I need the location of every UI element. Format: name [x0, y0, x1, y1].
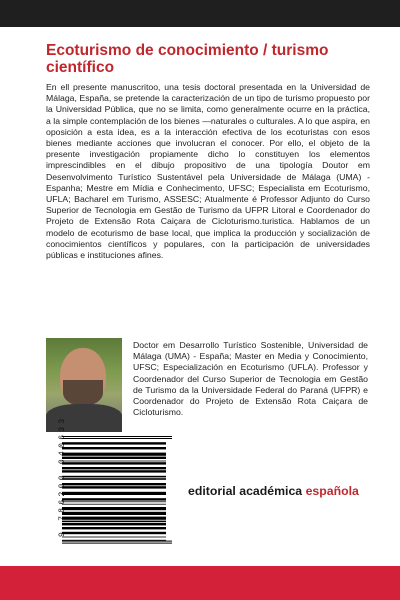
- barcode-bar: [62, 461, 166, 462]
- barcode-bar: [62, 521, 166, 523]
- barcode-bar: [62, 517, 166, 520]
- barcode-bar: [62, 512, 166, 515]
- isbn-number: 9 786200 040633: [58, 415, 67, 537]
- bottom-band: [0, 566, 400, 600]
- barcode-bar: [62, 467, 166, 469]
- barcode-bar: [62, 470, 166, 472]
- barcode-bar: [62, 532, 166, 534]
- top-band: [0, 0, 400, 27]
- barcode-bar: [62, 543, 172, 544]
- barcode-bar: [62, 498, 166, 500]
- barcode-bar: [62, 492, 166, 495]
- barcode-bar: [62, 436, 172, 437]
- barcode-bar: [62, 527, 166, 529]
- barcode-bar: [62, 537, 166, 538]
- book-title: Ecoturismo de conocimiento / turismo científico: [46, 42, 329, 76]
- barcode-bar: [62, 483, 166, 485]
- barcode-bar: [62, 442, 166, 444]
- barcode-bar: [62, 504, 166, 505]
- barcode-bar: [62, 540, 166, 541]
- synopsis-text: En ell presente manuscritoo, una tesis doctoral presentada en la Universidad de Málaga, España, se pretende la caracterización de un tipo de turismo propuesto por la Universidad Pública, que no se limita, como generalmente ocurre en la práctica, a la simple contemplación de los bienes —naturales o culturales. A lo que aspira, en oposición a esta idea, es a la interacción efectiva de los ecoturistas con esos bienes mediante acciones que involucran el conocer. Por ello, el objeto de la presente investigación propiamente dicho lo constituyen los elementos imprescindibles en el dibujo propositivo de una tipología Doutor em Desenvolvimento Turístico Sustentável pela Universidade de Málaga (UMA) - Espanha; Mestre em Mídia e Conhecimento, UFSC; Especialista em Ecoturismo, UFLA; Bacharel em Turismo, ASSESC; Atualmente é Professor Adjunto do Curso Superior de Tecnologia em Gestão de Turismo da UFPR Litoral e Coordenador do Projeto de Extensão Rota Caiçara de Cicloturismo.turistica. Hablamos de un modelo de ecoturismo de base local, que implica la producción y socialización de conocimientos científicos y populares, con la participación de universidades públicas e instituciones afines.: [46, 82, 370, 261]
- author-photo-beard: [63, 380, 103, 406]
- barcode-bar: [62, 501, 166, 502]
- barcode-bar: [62, 507, 166, 510]
- barcode-bar: [62, 476, 166, 478]
- barcode-bar: [62, 462, 166, 464]
- barcode-bar: [62, 541, 172, 542]
- barcode-bar: [62, 523, 166, 525]
- barcode-bar: [62, 457, 166, 459]
- author-bio: Doctor em Desarrollo Turístico Sostenible, Universidad de Málaga (UMA) - España; Master en Media y Conocimiento, UFSC; Especialización en Ecoturismo (UFLA). Professor y Coordenador del Curso Superior de Tecnologia em Gestão de Turismo da la Universidade Federal do Paraná (UFPR) e Coordenador do Projeto de Extensão Rota Caiçara de Cicloturismo.: [133, 340, 368, 418]
- publisher-logo: [188, 484, 359, 498]
- barcode-bar: [62, 486, 166, 488]
- barcode-bar: [62, 447, 166, 449]
- barcode-bar: [62, 478, 166, 480]
- barcode-bar: [62, 453, 166, 456]
- barcode-bar: [62, 438, 172, 439]
- publisher-name: editorial académica: [188, 484, 306, 498]
- publisher-name-accent: española: [305, 484, 359, 498]
